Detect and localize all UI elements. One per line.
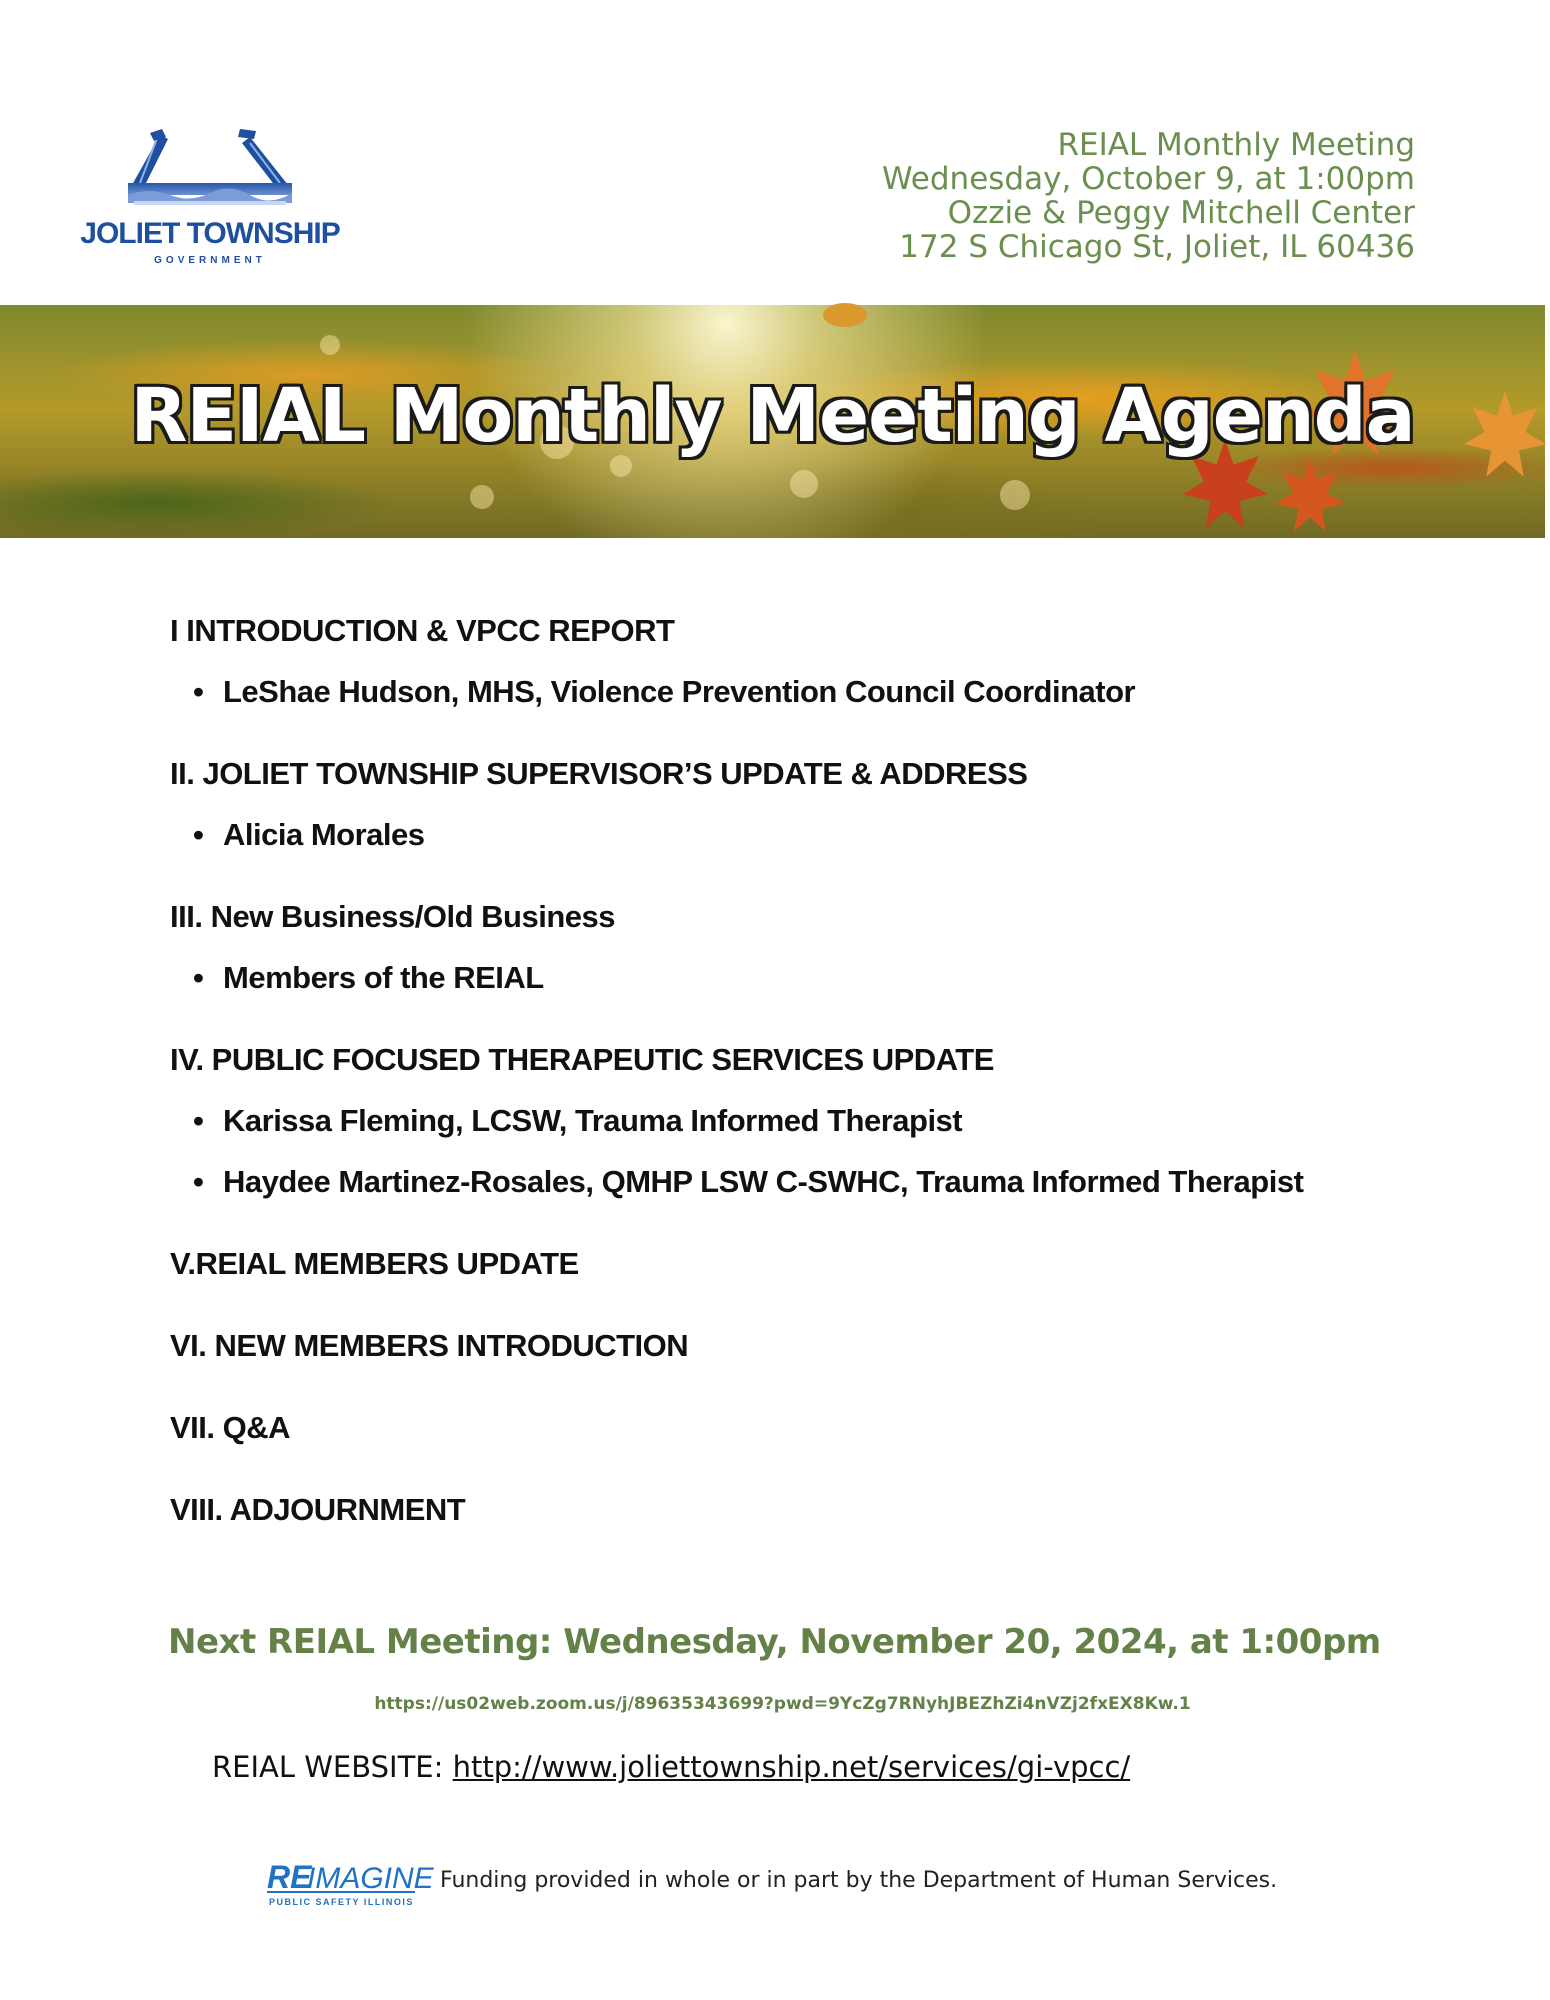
bokeh-light [790, 470, 818, 498]
reimagine-logo [267, 1858, 434, 1910]
agenda-section [170, 612, 1470, 711]
agenda-section [170, 1409, 1470, 1447]
reimagine-logo-imagine: IMAGINE [307, 1862, 434, 1895]
next-meeting: Next REIAL Meeting: Wednesday, November 20, 2024, at 1:00pm [168, 1622, 1381, 1662]
agenda-section-title: V.REIAL MEMBERS UPDATE [170, 1246, 579, 1281]
agenda-item: • Members of the REIAL [170, 959, 1470, 997]
website-link[interactable]: http://www.joliettownship.net/services/gi-vpcc/ [452, 1750, 1131, 1784]
agenda-section-title: III. New Business/Old Business [170, 899, 615, 934]
agenda-section-title: VII. Q&A [170, 1410, 291, 1445]
agenda-section [170, 898, 1470, 997]
agenda-section-title: II. JOLIET TOWNSHIP SUPERVISOR’S UPDATE & ADDRESS [170, 756, 1028, 791]
agenda-section [170, 755, 1470, 854]
zoom-link[interactable]: https://us02web.zoom.us/j/89635343699?pwd=9YcZg7RNyhJBEZhZi4nVZj2fxEX8Kw.1 [374, 1694, 1191, 1714]
meeting-info-address: 172 S Chicago St, Joliet, IL 60436 [899, 229, 1415, 265]
meeting-info [795, 128, 1415, 264]
agenda-item: • Haydee Martinez-Rosales, QMHP LSW C-SWHC, Trauma Informed Therapist [170, 1163, 1470, 1201]
joliet-township-logo [80, 125, 340, 275]
agenda-item: • Karissa Fleming, LCSW, Trauma Informed Therapist [170, 1102, 1470, 1140]
banner-title: REIAL Monthly Meeting Agenda [130, 373, 1415, 459]
agenda-list [170, 612, 1470, 1529]
logo-subtitle: GOVERNMENT [154, 255, 266, 266]
agenda-section-title: IV. PUBLIC FOCUSED THERAPEUTIC SERVICES UPDATE [170, 1042, 994, 1077]
agenda-section-title: I INTRODUCTION & VPCC REPORT [170, 613, 675, 648]
meeting-info-venue: Ozzie & Peggy Mitchell Center [947, 195, 1415, 231]
bokeh-light [470, 485, 494, 509]
reimagine-logo-re: RE [267, 1859, 312, 1895]
website-line [212, 1750, 1130, 1784]
agenda-section [170, 1327, 1470, 1365]
agenda-section [170, 1245, 1470, 1283]
agenda-item: • LeShae Hudson, MHS, Violence Prevention Council Coordinator [170, 673, 1470, 711]
agenda-item: • Alicia Morales [170, 816, 1470, 854]
bokeh-light [320, 335, 340, 355]
funding-note: Funding provided in whole or in part by the Department of Human Services. [440, 1868, 1278, 1893]
logo-title: JOLIET TOWNSHIP [80, 217, 340, 250]
maple-leaf-icon [1260, 455, 1360, 545]
drawbridge-logo-icon [80, 125, 340, 275]
agenda-section-title: VI. NEW MEMBERS INTRODUCTION [170, 1328, 689, 1363]
website-label: REIAL WEBSITE: [212, 1750, 444, 1784]
meeting-info-title: REIAL Monthly Meeting [1057, 127, 1415, 163]
agenda-section-title: VIII. ADJOURNMENT [170, 1492, 466, 1527]
bokeh-light [1000, 480, 1030, 510]
autumn-banner [0, 305, 1545, 538]
agenda-section [170, 1041, 1470, 1201]
reimagine-logo-sub: PUBLIC SAFETY ILLINOIS [269, 1897, 414, 1907]
meeting-info-date: Wednesday, October 9, at 1:00pm [881, 161, 1415, 197]
agenda-section [170, 1491, 1470, 1529]
leaf-icon [820, 295, 870, 335]
